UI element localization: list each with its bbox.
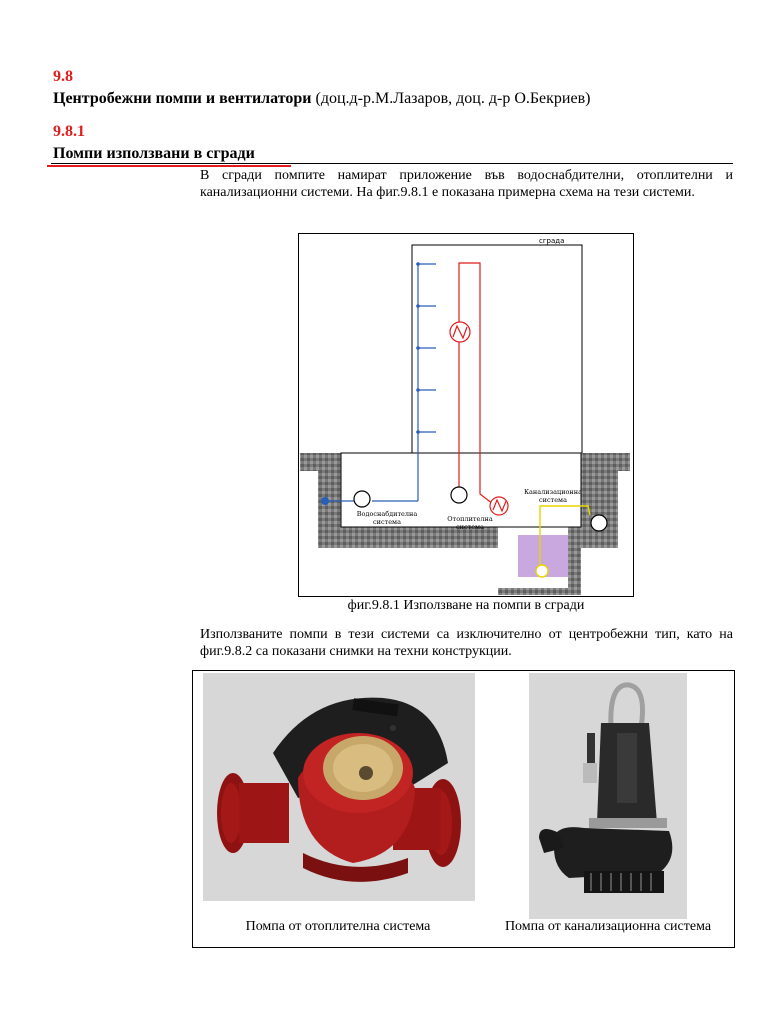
subsection-number: 9.8.1 [53, 123, 85, 140]
second-paragraph: Използваните помпи в тези системи са изключително от центробежни тип, като на фиг.9.8.2 са показани снимки на техни конструкции. [200, 627, 733, 659]
building-label: сграда [539, 237, 565, 245]
section-title [53, 90, 590, 108]
building-outline [412, 245, 582, 453]
heating-pump-icon [451, 487, 467, 503]
sewer-system-label: Канализационна система [524, 488, 582, 504]
figure-caption: фиг.9.8.1 Използване на помпи в сгради [347, 598, 585, 613]
heating-system-label: Отоплителна система [447, 515, 493, 531]
right-photo-caption: Помпа от канализационна система [504, 919, 712, 934]
left-photo-caption: Помпа от отоплителна система [245, 919, 431, 934]
building-pump-diagram [298, 233, 634, 597]
section-number: 9.8 [53, 68, 73, 85]
submersible-pump-photo [529, 673, 687, 919]
subsection-title: Помпи използвани в сгради [53, 145, 255, 162]
subsection-rule [51, 163, 733, 164]
intro-paragraph: В сгради помпите намират приложение във водоснабдителни, отоплителни и канализационни системи. На фиг.9.8.1 е показана примерна схема на тези системи. [200, 168, 733, 200]
sewer-outlet-icon [591, 515, 607, 531]
radiator-icon [450, 322, 470, 342]
section-authors: (доц.д-р.М.Лазаров, доц. д-р О.Бекриев) [315, 90, 591, 107]
pump-photos-frame [192, 670, 735, 948]
water-system-label: Водоснабдителна система [356, 510, 418, 526]
sewer-pump-icon [536, 565, 548, 577]
section-title-bold: Центробежни помпи и вентилатори [53, 90, 312, 107]
circulation-pump-photo [203, 673, 475, 901]
water-pump-icon [354, 491, 370, 507]
water-inlet-point [321, 497, 329, 505]
boiler-icon [490, 497, 508, 515]
